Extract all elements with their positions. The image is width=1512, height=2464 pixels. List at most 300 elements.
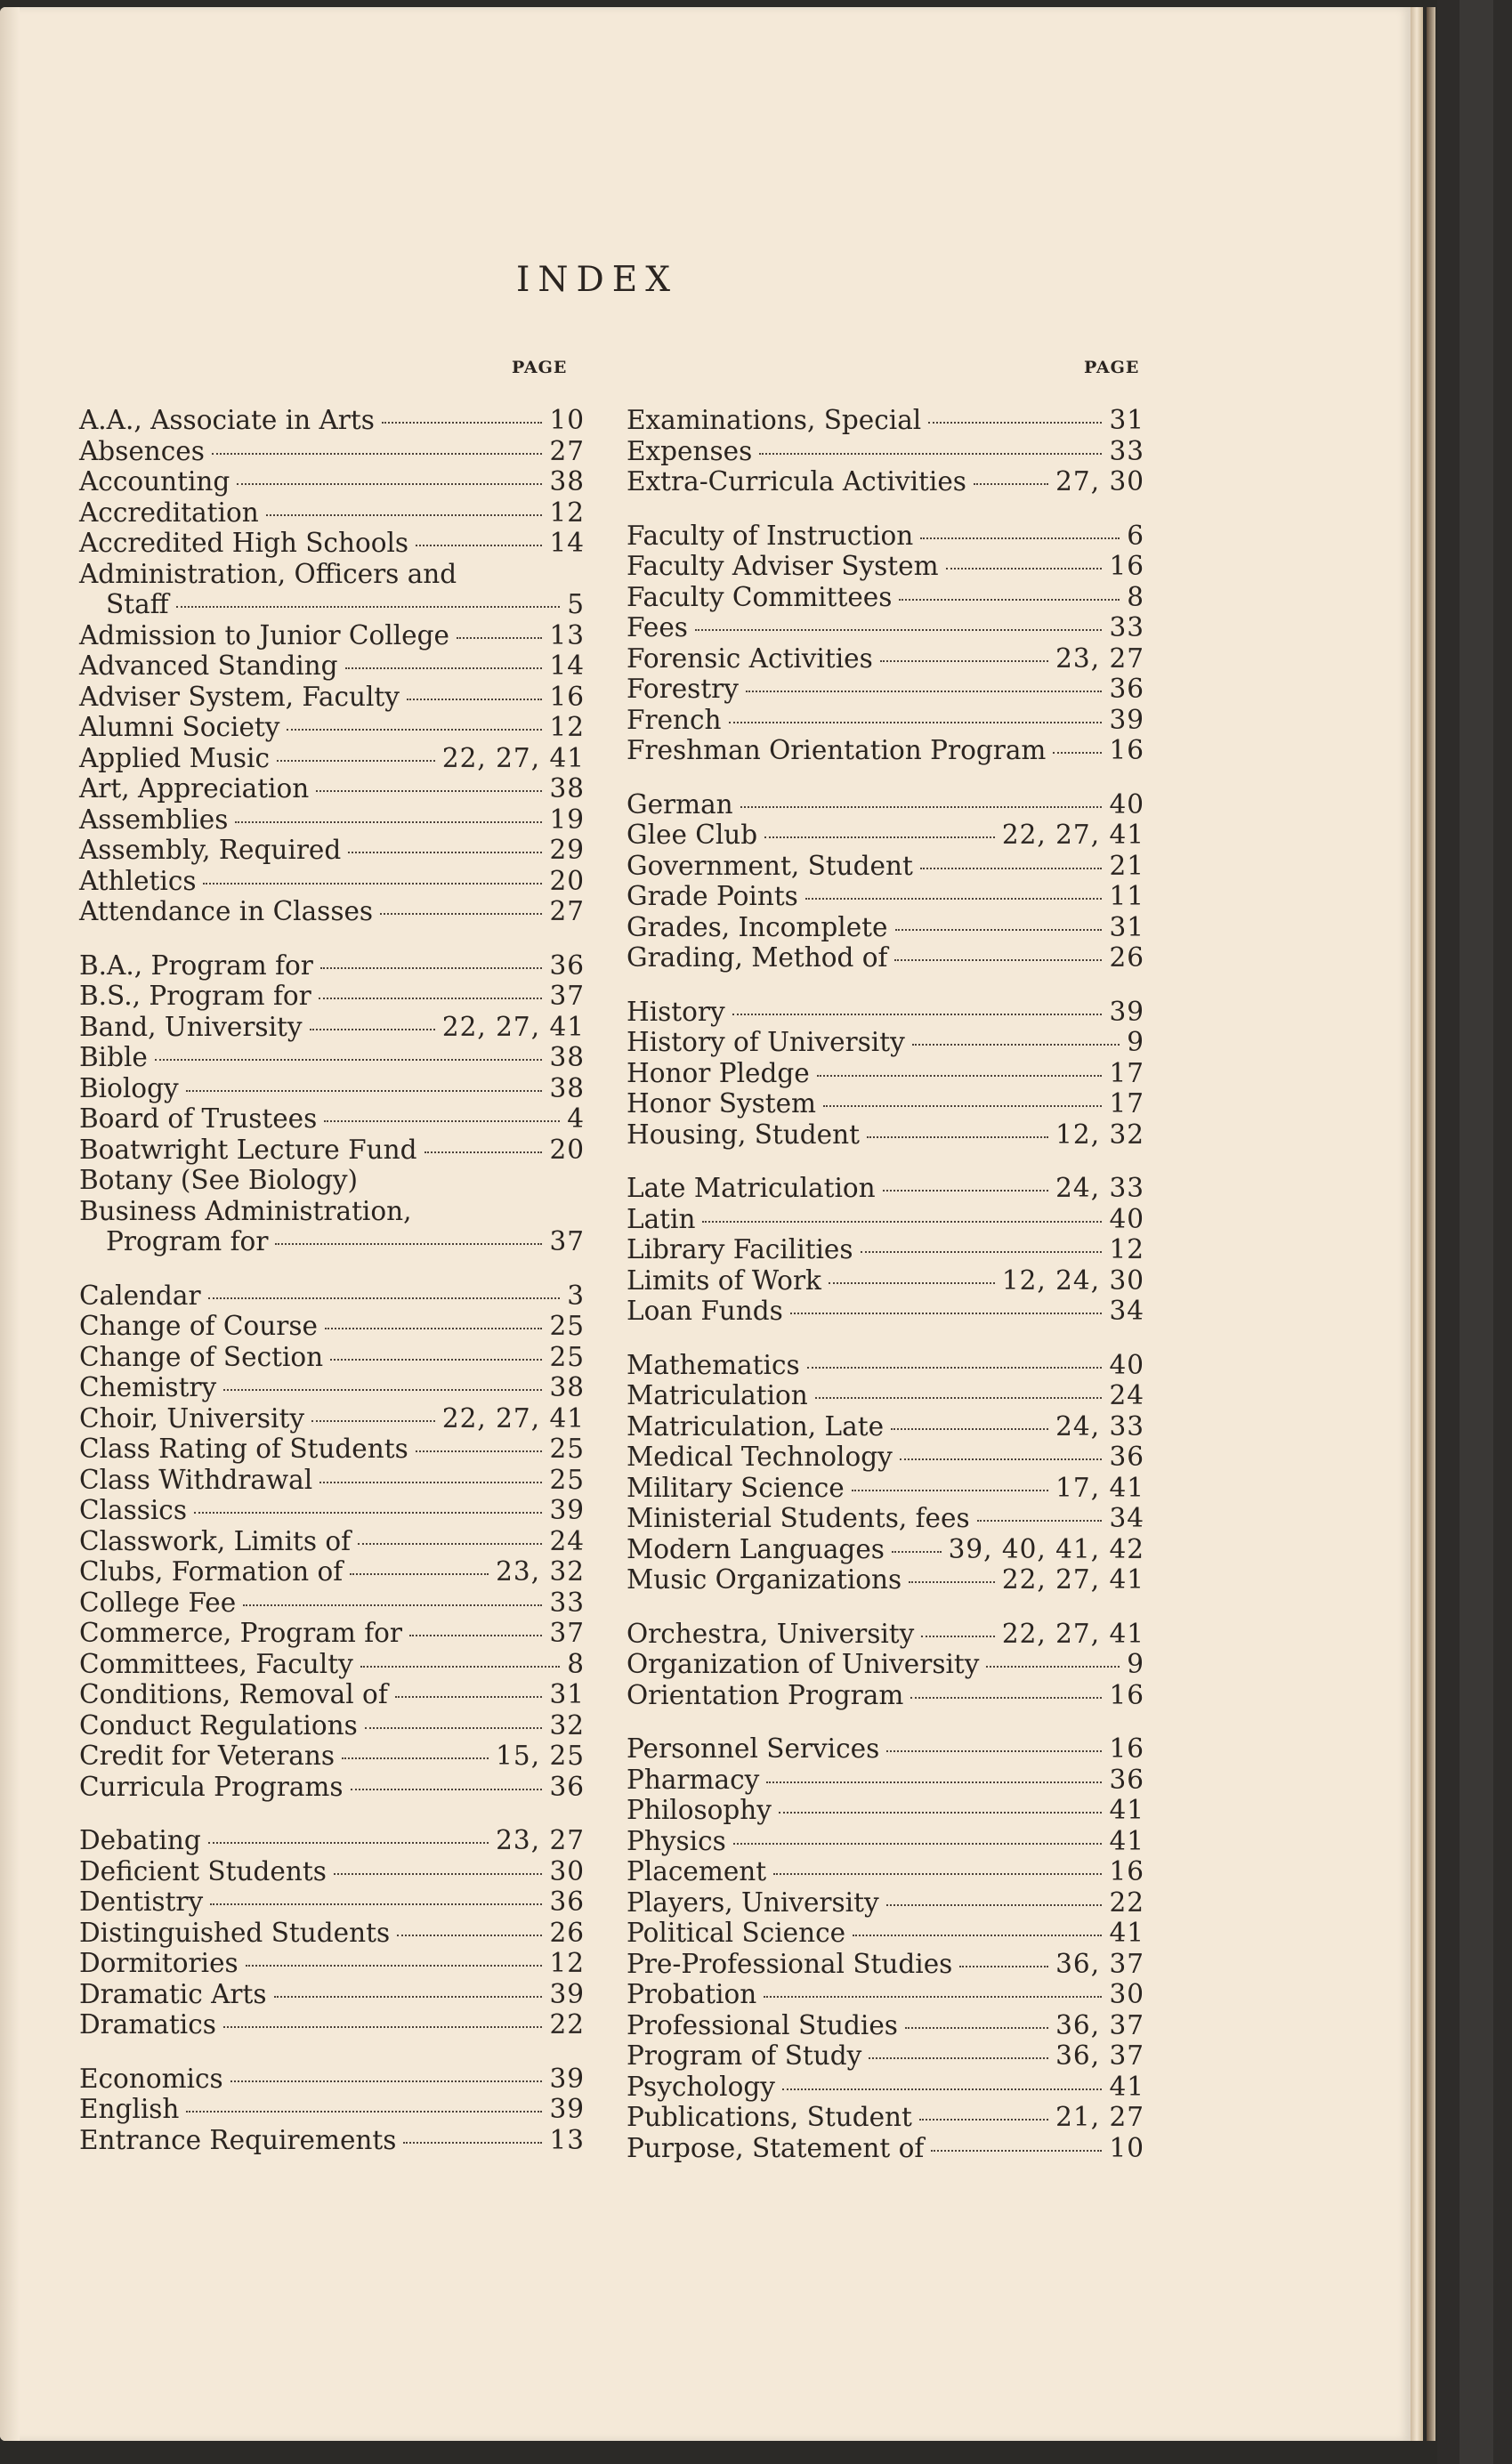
index-entry (627, 1856, 1144, 1887)
entry-pages: 41 (1109, 1825, 1144, 1856)
dot-leader (977, 1520, 1103, 1522)
entry-pages: 16 (1109, 1679, 1144, 1710)
index-entry (79, 1556, 585, 1587)
index-entry (79, 1403, 585, 1434)
entry-pages: 36, 37 (1055, 2040, 1144, 2071)
section-gap (627, 1710, 1144, 1733)
entry-pages: 36, 37 (1055, 2009, 1144, 2040)
index-entry (627, 1795, 1144, 1826)
entry-pages: 12 (1109, 1234, 1144, 1264)
index-entry (79, 1825, 585, 1856)
entry-pages: 38 (549, 466, 585, 497)
entry-term: B.S., Program for (79, 981, 311, 1011)
left-column-page-heading: PAGE (512, 358, 568, 377)
index-entry (79, 1495, 585, 1526)
index-entry (79, 1342, 585, 1373)
index-entry (627, 1380, 1144, 1411)
index-entry (79, 2064, 585, 2095)
dot-leader (919, 2119, 1048, 2121)
index-entry (627, 674, 1144, 705)
entry-pages: 17 (1109, 1057, 1144, 1088)
index-entry (79, 405, 585, 436)
entry-pages: 39, 40, 41, 42 (948, 1533, 1144, 1564)
entry-pages: 16 (1109, 1856, 1144, 1886)
index-entry (79, 804, 585, 836)
entry-term: Program of Study (627, 2040, 862, 2071)
entry-term: Faculty Adviser System (627, 551, 939, 581)
entry-pages: 20 (549, 1134, 585, 1165)
index-entry (627, 2040, 1144, 2072)
dot-leader (867, 1136, 1048, 1138)
entry-pages: 21, 27 (1055, 2102, 1144, 2132)
index-entry (79, 896, 585, 927)
index-entry (627, 735, 1144, 766)
dot-leader (457, 637, 543, 639)
entry-term: Economics (79, 2063, 223, 2094)
entry-term: Dramatic Arts (79, 1978, 267, 2009)
entry-pages: 33 (549, 1587, 585, 1618)
entry-term: Glee Club (627, 820, 758, 850)
entry-pages: 41 (1109, 1918, 1144, 1948)
entry-pages: 12 (549, 497, 585, 528)
entry-term: Boatwright Lecture Fund (79, 1134, 417, 1165)
index-entry (627, 466, 1144, 497)
dot-leader (246, 1965, 543, 1967)
dot-leader (351, 1789, 543, 1790)
entry-pages: 38 (549, 1042, 585, 1072)
index-entry (79, 682, 585, 713)
entry-term: Dramatics (79, 2009, 216, 2040)
entry-pages: 24 (1109, 1380, 1144, 1410)
dot-leader (759, 453, 1102, 455)
entry-term: Expenses (627, 435, 753, 466)
dot-leader (235, 821, 542, 823)
entry-term: Forestry (627, 674, 739, 704)
entry-term: Fees (627, 612, 688, 642)
dot-leader (905, 2027, 1048, 2029)
entry-pages: 38 (549, 1072, 585, 1103)
entry-term: Probation (627, 1979, 757, 2009)
entry-term: Extra-Curricula Activities (627, 466, 966, 497)
index-entry (79, 981, 585, 1012)
entry-pages: 34 (1109, 1503, 1144, 1533)
entry-term: Conduct Regulations (79, 1709, 358, 1741)
index-entry (627, 1619, 1144, 1650)
entry-pages: 24 (549, 1525, 585, 1556)
dot-leader (920, 537, 1120, 539)
index-entry (627, 1887, 1144, 1919)
index-entry (79, 1135, 585, 1166)
entry-term: Advanced Standing (79, 650, 338, 681)
entry-pages: 12 (549, 712, 585, 742)
entry-term: Attendance in Classes (79, 896, 374, 926)
entry-pages: 19 (549, 804, 585, 835)
dot-leader (324, 1120, 560, 1122)
index-entry (79, 1165, 585, 1196)
entry-term: Absences (79, 435, 205, 466)
index-entry (79, 589, 585, 620)
index-entry (627, 1949, 1144, 1980)
entry-term: Distinguished Students (79, 1917, 391, 1948)
entry-pages: 24, 33 (1055, 1173, 1144, 1203)
section-gap (627, 973, 1144, 997)
entry-term: Loan Funds (627, 1296, 783, 1326)
entry-term: Admission to Junior College (79, 619, 449, 650)
entry-term: Assemblies (79, 804, 229, 835)
index-entry (79, 1196, 585, 1227)
entry-term: Late Matriculation (627, 1173, 876, 1203)
entry-term: Administration, Officers and (79, 558, 457, 589)
entry-term: Assembly, Required (79, 835, 342, 865)
index-entry (627, 1503, 1144, 1534)
index-entry (79, 743, 585, 774)
entry-pages: 41 (1109, 1795, 1144, 1825)
entry-term: Curricula Programs (79, 1771, 344, 1802)
index-entry (627, 820, 1144, 851)
dot-leader (764, 1996, 1102, 1998)
entry-pages: 16 (1109, 735, 1144, 765)
entry-pages: 9 (1127, 1027, 1144, 1057)
index-entry (627, 582, 1144, 613)
entry-pages: 25 (549, 1341, 585, 1372)
entry-term: Debating (79, 1825, 201, 1855)
entry-term: Accredited High Schools (79, 528, 409, 558)
entry-pages: 14 (549, 650, 585, 681)
dot-leader (223, 2026, 543, 2028)
dot-leader (817, 1075, 1103, 1077)
entry-term: Commerce, Program for (79, 1618, 402, 1648)
entry-pages: 16 (1109, 1733, 1144, 1764)
entry-term: French (627, 704, 722, 735)
index-entry (627, 1918, 1144, 1949)
index-entry (79, 1948, 585, 1979)
entry-pages: 38 (549, 1372, 585, 1402)
dot-leader (764, 836, 995, 838)
index-entry (627, 1350, 1144, 1381)
index-entry (627, 1564, 1144, 1596)
entry-pages: 14 (549, 528, 585, 558)
dot-leader (921, 1636, 995, 1637)
section-gap (79, 2040, 585, 2064)
dot-leader (416, 545, 542, 546)
entry-pages: 32 (549, 1709, 585, 1741)
index-entry (627, 1119, 1144, 1151)
entry-term: Mathematics (627, 1349, 800, 1380)
dot-leader (407, 699, 543, 700)
entry-term: Honor System (627, 1088, 817, 1119)
dot-leader (210, 1903, 542, 1905)
entry-term: Publications, Student (627, 2102, 912, 2132)
index-entry (627, 2010, 1144, 2041)
entry-pages: 36 (549, 1886, 585, 1917)
dot-leader (733, 1843, 1103, 1845)
index-entry (79, 2009, 585, 2040)
dot-leader (365, 1727, 543, 1729)
entry-term: Orientation Program (627, 1679, 904, 1710)
dot-leader (773, 1873, 1102, 1875)
entry-term: Examinations, Special (627, 405, 922, 435)
index-entry (627, 436, 1144, 467)
entry-pages: 39 (549, 1495, 585, 1525)
dot-leader (380, 913, 542, 915)
index-entry (627, 1534, 1144, 1565)
index-entry (627, 551, 1144, 582)
dot-leader (358, 1543, 542, 1545)
index-entry (627, 612, 1144, 643)
entry-term: Board of Trustees (79, 1103, 318, 1134)
dot-leader (779, 1812, 1103, 1814)
entry-pages: 40 (1109, 788, 1144, 820)
entry-term: Band, University (79, 1011, 303, 1042)
dot-leader (702, 1221, 1102, 1223)
dot-leader (212, 453, 543, 455)
dot-leader (319, 1482, 542, 1483)
dot-leader (403, 2142, 542, 2144)
dot-leader (287, 729, 542, 731)
dot-leader (900, 1458, 1103, 1460)
dot-leader (350, 1573, 489, 1575)
page-stack-edge (1411, 7, 1423, 2441)
entry-term: English (79, 2094, 180, 2124)
entry-term: Chemistry (79, 1372, 217, 1402)
dot-leader (345, 667, 543, 669)
entry-term: Music Organizations (627, 1564, 902, 1595)
entry-pages: 15, 25 (496, 1741, 585, 1771)
entry-pages: 17, 41 (1055, 1472, 1144, 1503)
entry-pages: 41 (1109, 2071, 1144, 2102)
entry-pages: 25 (549, 1464, 585, 1495)
page-left-curl (0, 7, 20, 2441)
entry-term: Government, Student (627, 850, 913, 881)
entry-pages: 36 (1109, 1442, 1144, 1472)
dot-leader (974, 483, 1048, 485)
entry-pages: 36 (549, 949, 585, 981)
entry-term: Modern Languages (627, 1533, 885, 1564)
entry-pages: 8 (1127, 581, 1144, 612)
entry-pages: 4 (567, 1103, 585, 1134)
index-entry (79, 1856, 585, 1887)
entry-pages: 30 (1109, 1979, 1144, 2009)
dot-leader (790, 1313, 1103, 1314)
dot-leader (382, 422, 543, 424)
entry-pages: 17 (1109, 1088, 1144, 1119)
entry-pages: 11 (1109, 881, 1144, 911)
section-gap (627, 1150, 1144, 1173)
index-entry (79, 773, 585, 804)
entry-pages: 31 (549, 1679, 585, 1709)
entry-pages: 27 (549, 896, 585, 926)
entry-pages: 16 (1109, 551, 1144, 581)
index-entry (627, 1173, 1144, 1204)
entry-term: Ministerial Students, fees (627, 1503, 970, 1533)
index-entry (627, 1765, 1144, 1796)
index-entry (79, 1226, 585, 1257)
entry-term: Athletics (79, 865, 197, 896)
entry-term: Classics (79, 1495, 187, 1525)
page-title: INDEX (516, 260, 679, 300)
entry-term: College Fee (79, 1587, 237, 1618)
dot-leader (815, 1397, 1103, 1399)
entry-term: Entrance Requirements (79, 2124, 397, 2155)
index-entry (79, 1618, 585, 1649)
index-entry (627, 1442, 1144, 1473)
index-entry (79, 2125, 585, 2156)
bookmark-ribbon (1459, 0, 1493, 2464)
entry-term: Freshman Orientation Program (627, 735, 1047, 765)
dot-leader (894, 959, 1102, 961)
entry-term: Matriculation (627, 1380, 808, 1410)
index-entry (627, 1680, 1144, 1711)
dot-leader (397, 1935, 542, 1936)
entry-pages: 29 (549, 835, 585, 865)
index-entry (79, 1434, 585, 1465)
entry-pages: 20 (549, 865, 585, 896)
entry-term: Calendar (79, 1280, 201, 1311)
index-entry (627, 851, 1144, 882)
entry-term: Class Withdrawal (79, 1464, 313, 1495)
entry-pages: 8 (567, 1648, 585, 1679)
index-entry (79, 528, 585, 559)
entry-pages: 31 (1109, 911, 1144, 942)
entry-term: Class Rating of Students (79, 1434, 408, 1464)
index-entry (79, 559, 585, 590)
index-entry (79, 1741, 585, 1772)
entry-pages: 37 (549, 1226, 585, 1256)
dot-leader (959, 1966, 1048, 1967)
entry-term: Medical Technology (627, 1442, 893, 1472)
index-entry (627, 881, 1144, 912)
entry-term: Adviser System, Faculty (79, 681, 400, 712)
entry-term: Players, University (627, 1886, 879, 1918)
entry-pages: 13 (549, 619, 585, 650)
entry-term: Forensic Activities (627, 642, 873, 674)
index-entry (79, 712, 585, 743)
entry-term: Military Science (627, 1472, 845, 1503)
index-entry (627, 1058, 1144, 1089)
index-entry (79, 1886, 585, 1918)
entry-pages: 39 (549, 2063, 585, 2094)
dot-leader (852, 1490, 1048, 1491)
dot-leader (892, 1551, 942, 1553)
entry-pages: 9 (1127, 1649, 1144, 1679)
entry-term: Deficient Students (79, 1855, 327, 1886)
index-entry (79, 866, 585, 897)
dot-leader (766, 1781, 1102, 1783)
index-column-right (627, 405, 1144, 2163)
dot-leader (899, 599, 1120, 601)
index-entry (627, 1649, 1144, 1680)
dot-leader (424, 1151, 543, 1153)
entry-term: Grades, Incomplete (627, 911, 888, 942)
entry-term: Pharmacy (627, 1764, 760, 1795)
entry-pages: 16 (549, 681, 585, 712)
dot-leader (829, 1282, 995, 1284)
index-entry (627, 1411, 1144, 1442)
right-column-page-heading: PAGE (1084, 358, 1140, 377)
entry-term: A.A., Associate in Arts (79, 405, 375, 435)
page-gutter-edge (1427, 7, 1435, 2441)
entry-term: Matriculation, Late (627, 1410, 885, 1442)
dot-leader (395, 1696, 543, 1698)
entry-pages: 26 (1109, 942, 1144, 973)
index-entry (627, 1296, 1144, 1327)
index-entry (79, 1710, 585, 1741)
index-entry (627, 643, 1144, 675)
index-entry (627, 1979, 1144, 2010)
dot-leader (912, 1044, 1120, 1046)
dot-leader (243, 1604, 542, 1606)
index-entry (627, 1088, 1144, 1119)
entry-pages: 37 (549, 1618, 585, 1648)
index-entry (627, 1733, 1144, 1765)
entry-term: Biology (79, 1072, 179, 1103)
index-entry (627, 2133, 1144, 2164)
entry-pages: 34 (1109, 1296, 1144, 1326)
index-entry (79, 1103, 585, 1135)
entry-pages: 21 (1109, 850, 1144, 881)
dot-leader (946, 568, 1103, 570)
index-entry (79, 1042, 585, 1073)
entry-pages: 3 (567, 1280, 585, 1311)
entry-pages: 27 (549, 435, 585, 466)
index-entry (79, 1311, 585, 1342)
dot-leader (931, 2150, 1102, 2152)
dot-leader (695, 629, 1103, 631)
entry-pages: 40 (1109, 1349, 1144, 1380)
dot-leader (203, 883, 542, 885)
dot-leader (886, 1904, 1103, 1906)
index-entry (627, 1826, 1144, 1857)
dot-leader (909, 1581, 995, 1583)
entry-term: Business Administration, (79, 1195, 412, 1226)
entry-term: Latin (627, 1203, 696, 1234)
dot-leader (861, 1251, 1103, 1253)
dot-leader (230, 2080, 543, 2082)
dot-leader (880, 660, 1048, 662)
entry-term: Organization of University (627, 1649, 980, 1679)
entry-term: Conditions, Removal of (79, 1679, 388, 1709)
entry-pages: 33 (1109, 612, 1144, 642)
entry-term: History of University (627, 1027, 905, 1057)
entry-term: Grade Points (627, 881, 798, 911)
entry-term: Clubs, Formation of (79, 1556, 344, 1587)
dot-leader (320, 967, 543, 969)
index-entry (79, 1012, 585, 1043)
dot-leader (186, 2111, 542, 2113)
entry-pages: 22, 27, 41 (441, 742, 585, 773)
entry-term: Dentistry (79, 1886, 204, 1917)
entry-pages: 23, 32 (496, 1556, 585, 1587)
index-entry (627, 1265, 1144, 1297)
dot-leader (237, 483, 542, 485)
dot-leader (319, 998, 543, 999)
entry-term: Personnel Services (627, 1733, 880, 1764)
entry-term: Faculty Committees (627, 581, 893, 612)
dot-leader (823, 1105, 1102, 1107)
dot-leader (883, 1190, 1049, 1192)
entry-pages: 23, 27 (496, 1825, 585, 1855)
entry-pages: 12 (549, 1948, 585, 1978)
dot-leader (782, 2088, 1103, 2090)
index-entry (627, 942, 1144, 973)
dot-leader (853, 1935, 1102, 1936)
entry-pages: 30 (549, 1855, 585, 1886)
entry-term: Change of Section (79, 1341, 324, 1372)
entry-term: Applied Music (79, 742, 270, 773)
section-gap (79, 1257, 585, 1280)
entry-term: Philosophy (627, 1795, 772, 1825)
entry-pages: 12, 32 (1055, 1119, 1144, 1150)
